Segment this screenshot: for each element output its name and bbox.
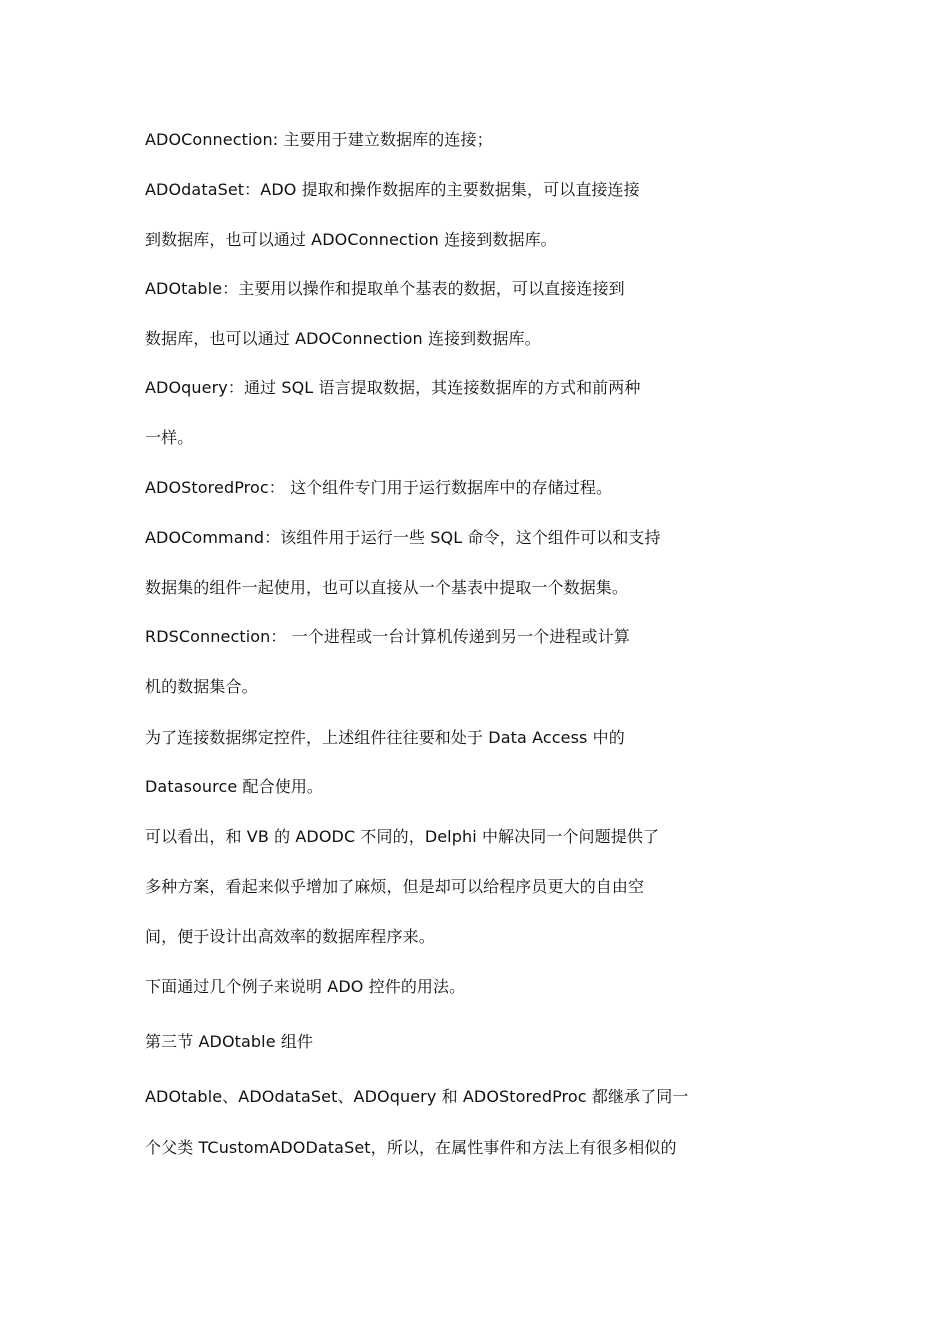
- text-line-17: 间，便于设计出高效率的数据库程序来。: [145, 927, 435, 946]
- text-line-7: 一样。: [145, 428, 194, 447]
- text-line-4: ADOtable：主要用以操作和提取单个基表的数据，可以直接连接到: [145, 279, 625, 298]
- text-line-6: ADOquery：通过 SQL 语言提取数据，其连接数据库的方式和前两种: [145, 378, 641, 397]
- text-line-21: 个父类 TCustomADODataSet，所以，在属性事件和方法上有很多相似的: [145, 1138, 677, 1157]
- text-line-18: 下面通过几个例子来说明 ADO 控件的用法。: [145, 977, 466, 996]
- text-line-11: RDSConnection： 一个进程或一台计算机传递到另一个进程或计算: [145, 627, 630, 646]
- text-line-15: 可以看出，和 VB 的 ADODC 不同的，Delphi 中解决同一个问题提供了: [145, 827, 660, 846]
- text-line-1: ADOConnection: 主要用于建立数据库的连接；: [145, 130, 493, 149]
- text-line-13: 为了连接数据绑定控件，上述组件往往要和处于 Data Access 中的: [145, 728, 625, 747]
- text-line-20: ADOtable、ADOdataSet、ADOquery 和 ADOStoredProc 都继承了同一: [145, 1087, 689, 1106]
- text-line-5: 数据库，也可以通过 ADOConnection 连接到数据库。: [145, 329, 541, 348]
- text-line-8: ADOStoredProc： 这个组件专门用于运行数据库中的存储过程。: [145, 478, 613, 497]
- text-line-3: 到数据库，也可以通过 ADOConnection 连接到数据库。: [145, 230, 557, 249]
- section-heading: 第三节 ADOtable 组件: [145, 1032, 314, 1051]
- text-line-10: 数据集的组件一起使用，也可以直接从一个基表中提取一个数据集。: [145, 578, 629, 597]
- text-line-14: Datasource 配合使用。: [145, 777, 324, 796]
- text-line-16: 多种方案，看起来似乎增加了麻烦，但是却可以给程序员更大的自由空: [145, 877, 645, 896]
- text-line-12: 机的数据集合。: [145, 677, 258, 696]
- text-line-9: ADOCommand：该组件用于运行一些 SQL 命令，这个组件可以和支持: [145, 528, 661, 547]
- text-line-2: ADOdataSet：ADO 提取和操作数据库的主要数据集，可以直接连接: [145, 180, 640, 199]
